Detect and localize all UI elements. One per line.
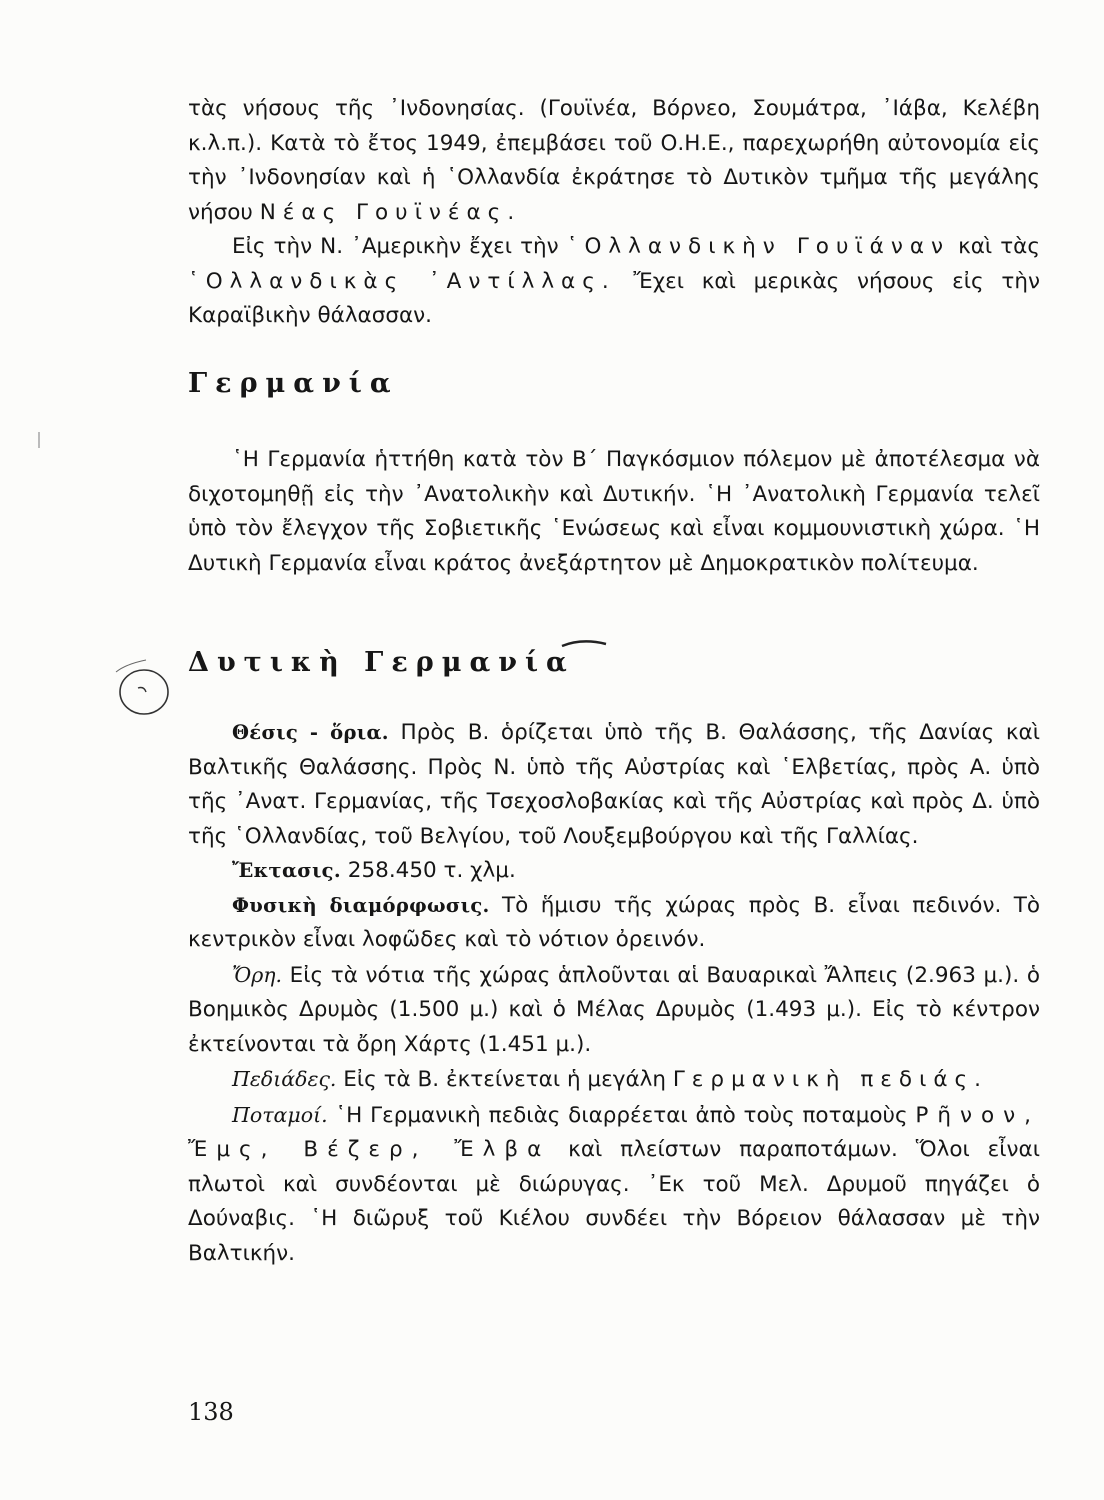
germany-paragraph: ῾Η Γερμανία ἡττήθη κατὰ τὸν Β΄ Παγκόσμιον πόλεμον μὲ ἀποτέλεσμα νὰ διχοτομηθῇ εἰς τὴν ᾽Ανατολικὴν καὶ Δυτικήν. ῾Η ᾽Ανατολικὴ Γερμανία τελεῖ ὑπὸ τὸν ἔλεγχον τῆς Σοβιετικῆς ῾Ενώσεως καὶ εἶναι κομμουνιστικὴ χώρα. ῾Η Δυτικὴ Γερμανία εἶναι κράτος ἀνεξάρτητον μὲ Δημοκρατικὸν πολίτευμα. bbox=[188, 447, 1040, 576]
area-term: Ἔκτασις. bbox=[232, 859, 341, 882]
heading-germany: Γερμανία bbox=[188, 368, 399, 399]
intro-paragraph-2: Εἰς τὴν Ν. ᾽Αμερικὴν ἔχει τὴν ῾Ολλανδικὴν Γουϊάναν καὶ τὰς ῾Ολλανδικὰς ᾽Αντίλλας. Ἔχει καὶ μερικὰς νήσους εἰς τὴν Καραϊβικὴν θάλασσαν. bbox=[188, 234, 1040, 328]
heading-west-germany: Δυτικὴ Γερμανία bbox=[188, 647, 575, 678]
intro-section bbox=[188, 92, 1040, 334]
position-term: Θέσις - ὅρια. bbox=[232, 721, 389, 744]
mountains-paragraph: Ὄρη. Εἰς τὰ νότια τῆς χώρας ἁπλοῦνται αἱ Βαυαρικαὶ Ἄλπεις (2.963 μ.). ὁ Βοημικὸς Δρυμὸς (1.500 μ.) καὶ ὁ Μέλας Δρυμὸς (1.493 μ.). Εἰς τὸ κέντρον ἐκτείνονται τὰ ὄρη Χάρτς (1.451 μ.). bbox=[188, 962, 1040, 1057]
west-germany-section bbox=[188, 716, 1040, 1271]
mountains-term: Ὄρη. bbox=[232, 962, 283, 987]
plains-term: Πεδιάδες. bbox=[232, 1067, 337, 1091]
intro-paragraph-1: τὰς νήσους τῆς ᾽Ινδονησίας. (Γουϊνέα, Βόρνεο, Σουμάτρα, ᾽Ιάβα, Κελέβη κ.λ.π.). Κατὰ τὸ ἔτος 1949, ἐπεμβάσει τοῦ Ο.Η.Ε., παρεχωρήθη αὐτονομία εἰς τὴν ᾽Ινδονησίαν καὶ ἡ ῾Ολλανδία ἐκράτησε τὸ Δυτικὸν τμῆμα τῆς μεγάλης νήσου Νέας Γουϊνέας. bbox=[188, 96, 1040, 225]
margin-mark bbox=[38, 432, 40, 448]
physical-term: Φυσικὴ διαμόρφωσις. bbox=[232, 893, 490, 917]
page-number: 138 bbox=[188, 1398, 234, 1426]
pencil-circle-mark bbox=[110, 658, 180, 728]
germany-section bbox=[188, 443, 1040, 581]
area-paragraph: Ἔκτασις. 258.450 τ. χλμ. bbox=[232, 858, 516, 883]
rivers-paragraph: Ποταμοί. ῾Η Γερμανικὴ πεδιὰς διαρρέεται ἀπὸ τοὺς ποταμοὺς Ρῆνον, Ἔμς, Βέζερ, Ἔλβα καὶ πλείστων παραποτάμων. Ὅλοι εἶναι πλωτοὶ καὶ συνδέονται μὲ διώρυγας. ᾽Εκ τοῦ Μελ. Δρυμοῦ πηγάζει ὁ Δούναβις. ῾Η διῶρυξ τοῦ Κιέλου συνδέει τὴν Βόρειον θάλασσαν μὲ τὴν Βαλτικήν. bbox=[188, 1102, 1040, 1266]
position-paragraph: Θέσις - ὅρια. Πρὸς Β. ὁρίζεται ὑπὸ τῆς Β. Θαλάσσης, τῆς Δανίας καὶ Βαλτικῆς Θαλάσσης. Πρὸς Ν. ὑπὸ τῆς Αὐστρίας καὶ ῾Ελβετίας, πρὸς Α. ὑπὸ τῆς ᾽Ανατ. Γερμανίας, τῆς Τσεχοσλοβακίας καὶ τῆς Αὐστρίας καὶ πρὸς Δ. ὑπὸ τῆς ῾Ολλανδίας, τοῦ Βελγίου, τοῦ Λουξεμβούργου καὶ τῆς Γαλλίας. bbox=[188, 720, 1040, 849]
physical-paragraph: Φυσικὴ διαμόρφωσις. Τὸ ἥμισυ τῆς χώρας πρὸς Β. εἶναι πεδινόν. Τὸ κεντρικὸν εἶναι λοφῶδες καὶ τὸ νότιον ὀρεινόν. bbox=[188, 892, 1040, 952]
plains-paragraph: Πεδιάδες. Εἰς τὰ Β. ἐκτείνεται ἡ μεγάλη Γερμανικὴ πεδιάς. bbox=[232, 1067, 988, 1092]
rivers-term: Ποταμοί. bbox=[232, 1102, 328, 1127]
